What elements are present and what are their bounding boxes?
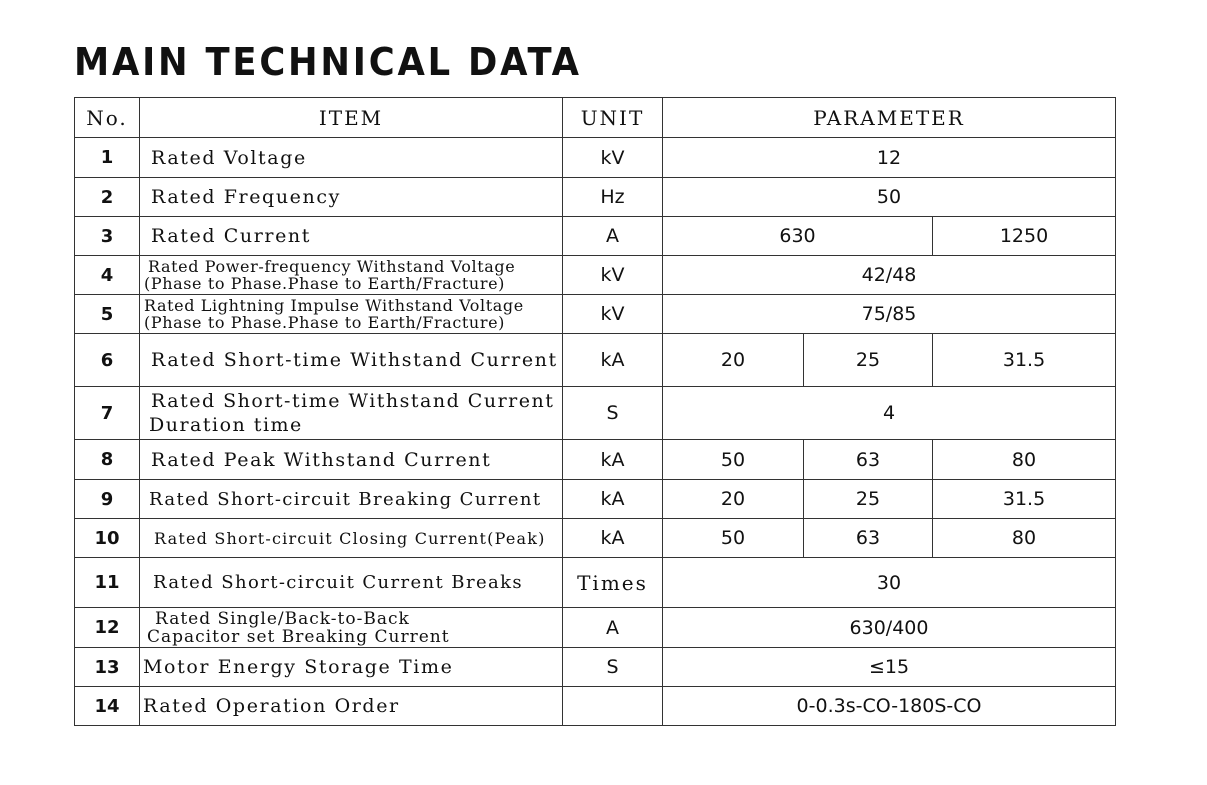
- table-row: [75, 178, 1116, 217]
- item-label: Rated Short-circuit Current Breaks: [140, 558, 563, 608]
- parameter-value: 630/400: [663, 608, 1116, 648]
- header-parameter: PARAMETER: [663, 98, 1116, 138]
- table-row: [75, 687, 1116, 726]
- item-label-line2: (Phase to Phase.Phase to Earth/Fracture): [144, 274, 505, 293]
- unit-value: kA: [563, 480, 663, 519]
- row-number: 7: [75, 387, 140, 440]
- parameter-value: 80: [933, 440, 1116, 480]
- parameter-value: 25: [804, 334, 933, 387]
- parameter-value: 1250: [933, 217, 1116, 256]
- table-row: [75, 440, 1116, 480]
- unit-value: Hz: [563, 178, 663, 217]
- parameter-value: 31.5: [933, 480, 1116, 519]
- item-label: Rated Peak Withstand Current: [140, 440, 563, 480]
- table-row: [75, 480, 1116, 519]
- technical-data-table: [74, 97, 1116, 726]
- row-number: 8: [75, 440, 140, 480]
- item-label-line2: Duration time: [149, 414, 303, 436]
- parameter-value: 50: [663, 178, 1116, 217]
- parameter-value: 80: [933, 519, 1116, 558]
- parameter-value: 4: [663, 387, 1116, 440]
- row-number: 13: [75, 648, 140, 687]
- table-row: [75, 217, 1116, 256]
- parameter-value: 50: [663, 440, 804, 480]
- parameter-value: ≤15: [663, 648, 1116, 687]
- parameter-value: 31.5: [933, 334, 1116, 387]
- item-label-line2: Capacitor set Breaking Current: [147, 626, 450, 647]
- unit-value: kA: [563, 334, 663, 387]
- table-row: [75, 519, 1116, 558]
- parameter-value: 25: [804, 480, 933, 519]
- table-row: [75, 558, 1116, 608]
- parameter-value: 20: [663, 480, 804, 519]
- parameter-value: 12: [663, 138, 1116, 178]
- unit-value: S: [563, 648, 663, 687]
- unit-value: S: [563, 387, 663, 440]
- item-label: Rated Current: [140, 217, 563, 256]
- item-label: Rated Short-circuit Breaking Current: [140, 480, 563, 519]
- unit-value: kV: [563, 256, 663, 295]
- parameter-value: 630: [663, 217, 933, 256]
- row-number: 10: [75, 519, 140, 558]
- item-label: [140, 295, 563, 334]
- parameter-value: 50: [663, 519, 804, 558]
- table-row: [75, 334, 1116, 387]
- parameter-value: 0-0.3s-CO-180S-CO: [663, 687, 1116, 726]
- parameter-value: 20: [663, 334, 804, 387]
- table-row: [75, 138, 1116, 178]
- unit-value: Times: [563, 558, 663, 608]
- row-number: 9: [75, 480, 140, 519]
- row-number: 4: [75, 256, 140, 295]
- table-row: [75, 387, 1116, 440]
- item-label-line1: Rated Single/Back-to-Back: [155, 608, 410, 629]
- row-number: 12: [75, 608, 140, 648]
- unit-value: [563, 687, 663, 726]
- unit-value: A: [563, 608, 663, 648]
- item-label-line1: Rated Lightning Impulse Withstand Voltage: [144, 296, 524, 315]
- page-title: MAIN TECHNICAL DATA: [74, 40, 582, 84]
- row-number: 5: [75, 295, 140, 334]
- row-number: 6: [75, 334, 140, 387]
- parameter-value: 75/85: [663, 295, 1116, 334]
- header-item: ITEM: [140, 98, 563, 138]
- row-number: 1: [75, 138, 140, 178]
- parameter-value: 30: [663, 558, 1116, 608]
- unit-value: kV: [563, 138, 663, 178]
- unit-value: kA: [563, 440, 663, 480]
- parameter-value: 42/48: [663, 256, 1116, 295]
- header-no: No.: [75, 98, 140, 138]
- unit-value: kA: [563, 519, 663, 558]
- unit-value: kV: [563, 295, 663, 334]
- item-label: [140, 387, 563, 440]
- parameter-value: 63: [804, 519, 933, 558]
- table-row: [75, 256, 1116, 295]
- parameter-value: 63: [804, 440, 933, 480]
- header-unit: UNIT: [563, 98, 663, 138]
- table-row: [75, 648, 1116, 687]
- item-label: Rated Short-circuit Closing Current(Peak): [140, 519, 563, 558]
- item-label: Rated Operation Order: [140, 687, 563, 726]
- item-label: [140, 256, 563, 295]
- table-row: [75, 295, 1116, 334]
- item-label: Motor Energy Storage Time: [140, 648, 563, 687]
- table-row: [75, 608, 1116, 648]
- row-number: 14: [75, 687, 140, 726]
- item-label: Rated Voltage: [140, 138, 563, 178]
- row-number: 3: [75, 217, 140, 256]
- header-row: [75, 98, 1116, 138]
- item-label: Rated Frequency: [140, 178, 563, 217]
- item-label-line1: Rated Short-time Withstand Current: [151, 390, 555, 412]
- item-label-line1: Rated Power-frequency Withstand Voltage: [148, 257, 516, 276]
- row-number: 2: [75, 178, 140, 217]
- item-label-line2: (Phase to Phase.Phase to Earth/Fracture): [144, 313, 505, 332]
- item-label: Rated Short-time Withstand Current: [140, 334, 563, 387]
- item-label: [140, 608, 563, 648]
- unit-value: A: [563, 217, 663, 256]
- row-number: 11: [75, 558, 140, 608]
